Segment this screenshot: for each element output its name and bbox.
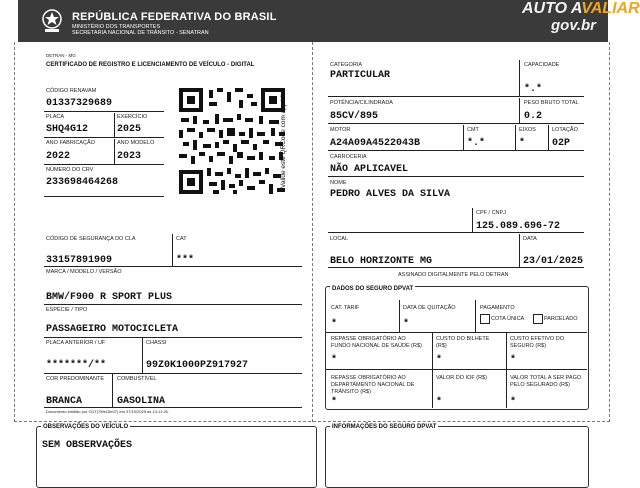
rule (44, 137, 164, 138)
rule (548, 125, 549, 151)
chassi-label: CHASSI (146, 340, 167, 346)
data-quit-label: DATA DE QUITAÇÃO (403, 305, 456, 311)
crv-value: 233698464268 (46, 177, 119, 188)
rule (44, 407, 302, 408)
motor-value: A24A09A4522043B (330, 138, 421, 149)
rule (172, 234, 173, 266)
peso-label: PESO BRUTO TOTAL (524, 100, 579, 106)
rule (44, 373, 302, 374)
eixos-value: * (519, 138, 526, 149)
repasse-fns-value: * (331, 355, 338, 366)
cor-label: COR PREDOMINANTE (46, 376, 105, 382)
exercicio-label: EXERCÍCIO (117, 114, 148, 120)
renavam-label: CÓDIGO RENAVAM (46, 88, 97, 94)
custo-efetivo-label: CUSTO EFETIVO DO SEGURO (R$) (510, 336, 564, 349)
cat-tarif-label: CAT. TARIF (331, 305, 360, 311)
rule (326, 332, 587, 333)
placa-label: PLACA (46, 114, 65, 120)
cat-label: CAT (176, 236, 187, 242)
obs-text: SEM OBSERVAÇÕES (42, 440, 133, 451)
parcelado-label: PARCELADO (544, 316, 578, 322)
ano-mod-value: 2023 (117, 151, 142, 162)
marca-value: BMW/F900 R SPORT PLUS (46, 292, 173, 303)
rule (519, 234, 520, 268)
peso-value: 0.2 (524, 111, 543, 122)
pagamento-label: PAGAMENTO (480, 305, 515, 311)
cod-seg-value: 33157891909 (46, 255, 113, 266)
custo-efetivo-value: * (510, 355, 517, 366)
cpf-value: 125.089.696-72 (476, 221, 561, 232)
rule (328, 176, 584, 177)
comb-label: COMBUSTÍVEL (117, 376, 157, 382)
marca-label: MARCA / MODELO / VERSÃO (46, 269, 122, 275)
header-subtitle (72, 24, 209, 36)
rule (44, 266, 302, 267)
crv-label: NÚMERO DO CRV (46, 167, 94, 173)
cmt-value: *.* (467, 138, 486, 149)
renavam-value: 01337329689 (46, 98, 113, 109)
seguro-title: INFORMAÇÕES DO SEGURO DPVAT (332, 424, 437, 430)
header-title: REPÚBLICA FEDERATIVA DO BRASIL (72, 11, 277, 23)
lotacao-label: LOTAÇÃO (552, 127, 578, 133)
local-label: LOCAL (330, 236, 349, 242)
header-line2: SECRETARIA NACIONAL DE TRÂNSITO - SENATRAN (72, 30, 209, 36)
capacidade-value: *.* (524, 84, 543, 95)
header-line1: MINISTÉRIO DOS TRANSPORTES (72, 24, 161, 30)
rule (142, 338, 143, 374)
rule (114, 139, 115, 164)
header-bar (18, 0, 608, 42)
iof-value: * (436, 397, 443, 408)
rule (515, 125, 516, 151)
categoria-label: CATEGORIA (330, 62, 362, 68)
valor-total-value: * (510, 397, 517, 408)
rule (44, 337, 302, 338)
coat-of-arms-icon (40, 8, 64, 34)
rule (328, 96, 584, 97)
rule (472, 208, 473, 233)
watermark-brand (522, 0, 640, 18)
especie-label: ESPÉCIE / TIPO (46, 307, 88, 313)
cod-seg-label: CÓDIGO DE SEGURANÇA DO CLA (46, 236, 136, 242)
especie-value: PASSAGEIRO MOTOCICLETA (46, 324, 179, 335)
rule (44, 164, 164, 165)
rule (44, 196, 164, 197)
qr-code (179, 88, 285, 194)
rule (44, 111, 164, 112)
rule (519, 60, 520, 97)
comb-value: GASOLINA (117, 396, 166, 407)
watermark-brand-b: VALIAR (581, 0, 640, 17)
carroceria-label: CARROCERIA (330, 154, 367, 160)
lotacao-value: 02P (552, 138, 571, 149)
placa-value: SHQ4G12 (46, 124, 89, 135)
emitido-text: Documento emitido por CDT(75fe15e07) em 07/10/2025 às 14:11:26. (46, 409, 169, 414)
custo-bilhete-value: * (436, 355, 443, 366)
categoria-value: PARTICULAR (330, 70, 391, 81)
data-label: DATA (523, 236, 537, 242)
custo-bilhete-label: CUSTO DO BILHETE (R$) (436, 336, 490, 349)
ano-fab-label: ANO FABRICAÇÃO (46, 140, 95, 146)
dpvat-title: DADOS DO SEGURO DPVAT (332, 286, 414, 292)
capacidade-label: CAPACIDADE (524, 62, 560, 68)
cut-line-left (14, 42, 15, 422)
rule (475, 300, 476, 332)
repasse-transito-label: REPASSE OBRIGATÓRIO AO DEPARTAMENTO NACIONAL DE TRÂNSITO (R$) (331, 375, 415, 395)
placa-ant-value: *******/** (46, 360, 107, 371)
cota-unica-label: COTA ÚNICA (491, 316, 525, 322)
nome-value: PEDRO ALVES DA SILVA (330, 189, 451, 200)
valor-total-label: VALOR TOTAL A SER PAGO PELO SEGURADO (R$) (510, 375, 582, 388)
rule (506, 332, 507, 408)
watermark-brand-a: AUTO A (522, 0, 582, 17)
eixos-label: EIXOS (519, 127, 536, 133)
rule (44, 304, 302, 305)
parcelado-checkbox[interactable] (533, 314, 543, 324)
cor-value: BRANCA (46, 396, 83, 407)
cmt-label: CMT (467, 127, 479, 133)
rule (463, 125, 464, 151)
potencia-value: 85CV/895 (330, 111, 379, 122)
rule (519, 98, 520, 124)
data-value: 23/01/2025 (523, 256, 584, 267)
rule (328, 150, 584, 151)
ano-mod-label: ANO MODELO (117, 140, 155, 146)
cut-line-bottom (14, 421, 610, 422)
rule (114, 113, 115, 137)
carroceria-value: NÃO APLICAVEL (330, 164, 409, 175)
cat-tarif-value: * (331, 319, 338, 330)
repasse-fns-label: REPASSE OBRIGATÓRIO AO FUNDO NACIONAL DE SAÚDE (R$) (331, 336, 422, 349)
rule (328, 267, 584, 268)
iof-label: VALOR DO IOF (R$) (436, 375, 487, 381)
rule (326, 369, 587, 370)
rule (432, 332, 433, 408)
watermark-gov: gov.br (551, 17, 597, 34)
nome-label: NOME (330, 180, 347, 186)
rule (399, 300, 400, 332)
local-value: BELO HORIZONTE MG (330, 256, 433, 267)
doc-title: CERTIFICADO DE REGISTRO E LICENCIAMENTO DE VEÍCULO - DIGITAL (46, 62, 255, 68)
cota-unica-checkbox[interactable] (480, 314, 490, 324)
data-quit-value: * (403, 319, 410, 330)
potencia-label: POTÊNCIA/CILINDRADA (330, 100, 393, 106)
exercicio-value: 2025 (117, 124, 142, 135)
cut-line-right (609, 42, 610, 422)
rule (328, 232, 584, 233)
rule (112, 374, 113, 408)
qr-caption: Valide este QRCode com app Vio (280, 91, 287, 188)
cat-value: *** (176, 255, 195, 266)
rule (328, 123, 584, 124)
assinado-text: ASSINADO DIGITALMENTE PELO DETRAN (398, 272, 509, 278)
cpf-label: CPF / CNPJ (476, 210, 506, 216)
ano-fab-value: 2022 (46, 151, 71, 162)
detran-label: DETRAN - MG (46, 53, 76, 58)
cut-line-center (312, 42, 313, 422)
motor-label: MOTOR (330, 127, 351, 133)
repasse-transito-value: * (331, 397, 338, 408)
placa-ant-label: PLACA ANTERIOR / UF (46, 340, 106, 346)
chassi-value: 99Z0K1000PZ917927 (146, 360, 249, 371)
obs-title: OBSERVAÇÕES DO VEÍCULO (43, 424, 129, 430)
